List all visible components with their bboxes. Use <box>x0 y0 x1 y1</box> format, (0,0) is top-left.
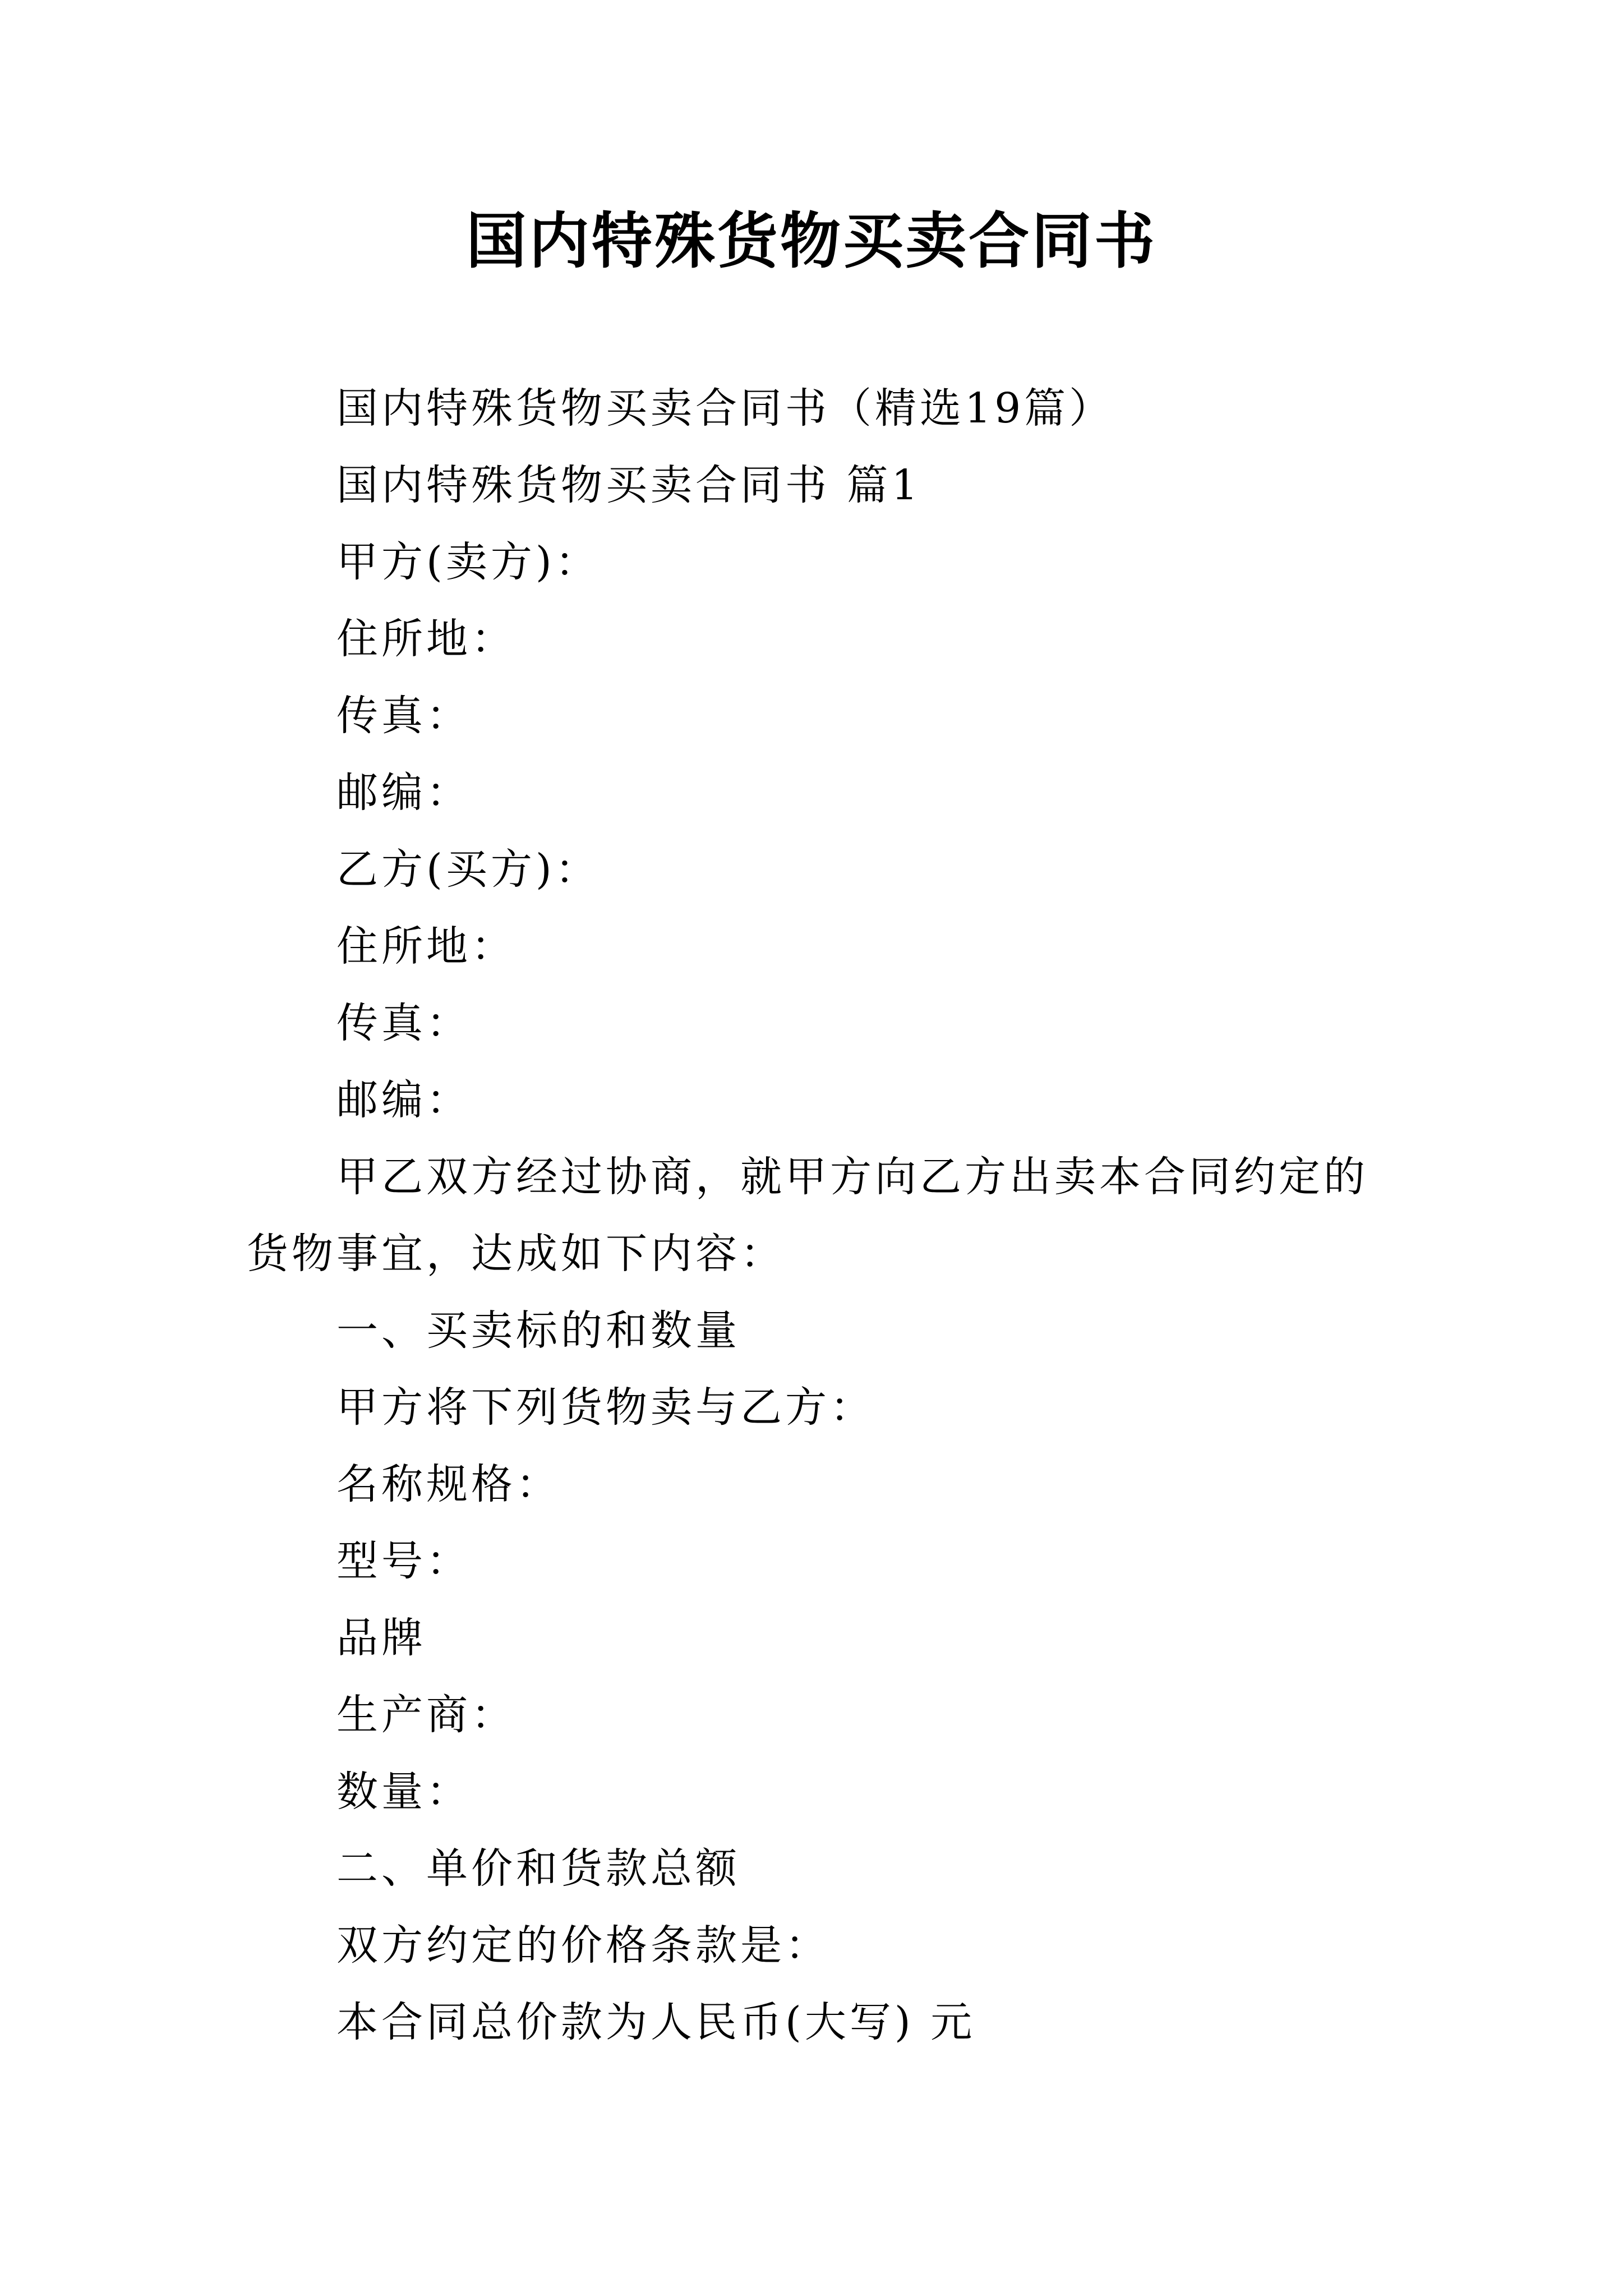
paragraph-section-heading: 国内特殊货物买卖合同书 篇1 <box>336 461 921 509</box>
paragraph-goods-intro: 甲方将下列货物卖与乙方： <box>336 1383 875 1432</box>
paragraph-goods-brand: 品牌 <box>336 1614 426 1662</box>
paragraph-goods-name: 名称规格： <box>336 1460 561 1508</box>
paragraph-party-b-address: 住所地： <box>336 922 516 970</box>
paragraph-goods-quantity: 数量： <box>336 1768 471 1816</box>
paragraph-party-a-fax: 传真： <box>336 692 471 740</box>
paragraph-party-b: 乙方(买方)： <box>336 845 600 894</box>
paragraph-subtitle: 国内特殊货物买卖合同书（精选19篇） <box>336 384 1114 432</box>
paragraph-goods-manufacturer: 生产商： <box>336 1691 516 1739</box>
paragraph-agreement-intro: 甲乙双方经过协商，就甲方向乙方出卖本合同约定的货物事宜，达成如下内容： <box>247 1153 1368 1278</box>
paragraph-clause-1-heading: 一、买卖标的和数量 <box>336 1306 740 1355</box>
document-title: 国内特殊货物买卖合同书 <box>465 206 1157 277</box>
paragraph-party-a-address: 住所地： <box>336 615 516 663</box>
paragraph-price-terms: 双方约定的价格条款是： <box>336 1921 830 1970</box>
paragraph-total-price: 本合同总价款为人民币(大写) 元 <box>336 1998 976 2046</box>
paragraph-party-b-fax: 传真： <box>336 999 471 1047</box>
paragraph-goods-model: 型号： <box>336 1537 471 1585</box>
paragraph-party-a-postcode: 邮编： <box>336 769 471 817</box>
document-body <box>247 370 1380 2061</box>
paragraph-party-a: 甲方(卖方)： <box>336 538 600 586</box>
paragraph-clause-2-heading: 二、单价和货款总额 <box>336 1844 740 1893</box>
paragraph-party-b-postcode: 邮编： <box>336 1076 471 1124</box>
